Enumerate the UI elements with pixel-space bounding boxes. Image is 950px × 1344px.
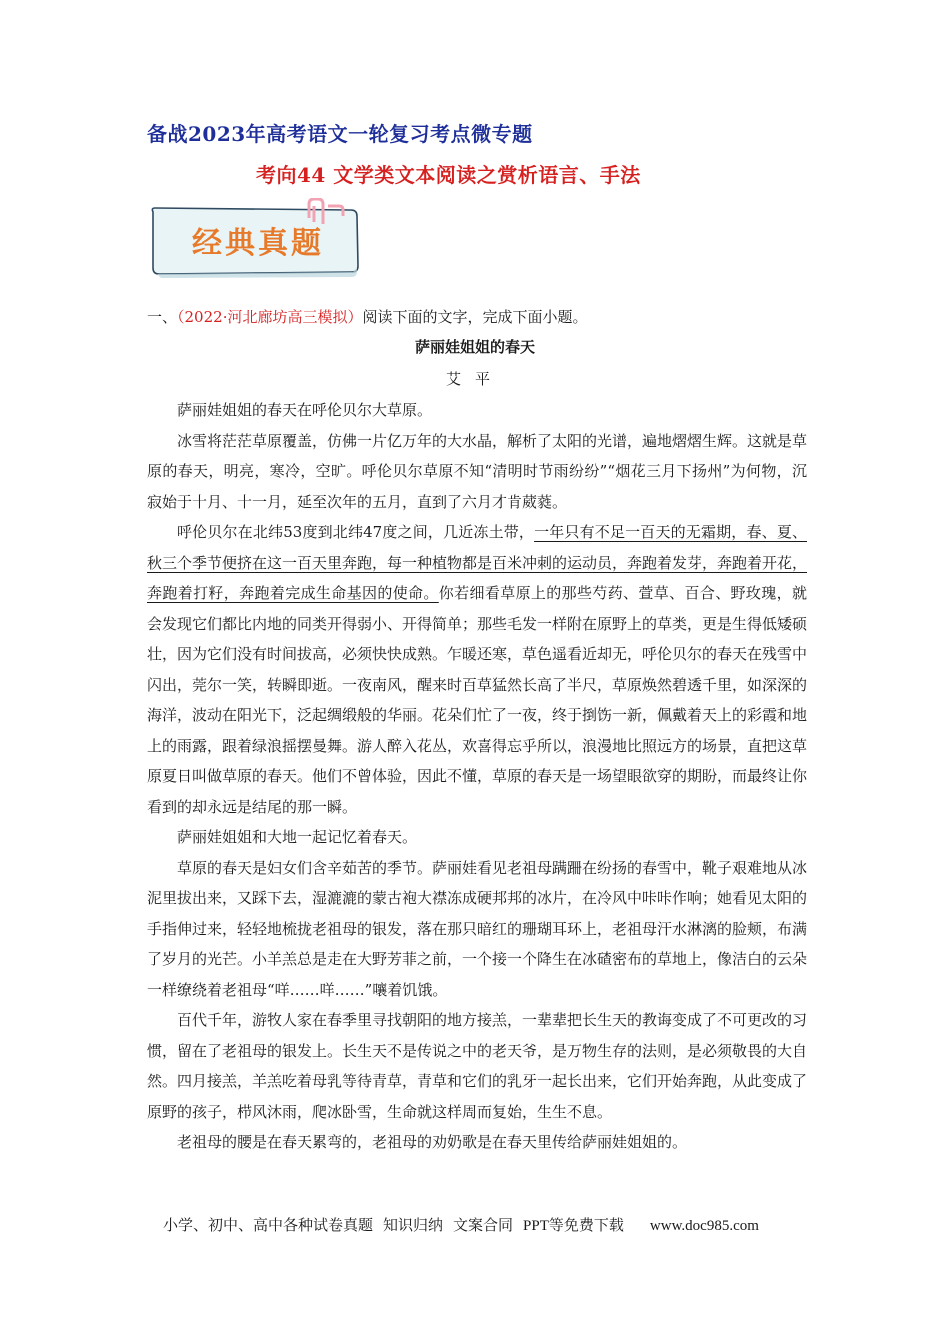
footer-site-link[interactable]: www.doc985.com [649,1218,759,1234]
article-paragraph: 萨丽娃姐姐的春天在呼伦贝尔大草原。 [177,401,433,419]
paragraph-text: 你若细看草原上的那些芍药、萱草、百合、野玫瑰，就会发现它们都比内地的同类开得弱小、开得简单；那些毛发一样附在原野上的草类，更是生得低矮硕壮，因为它们没有时间拔高，必须快快成熟。乍暖还寒，草色遥看近却无，呼伦贝尔的春天在残雪中闪出，莞尔一笑，转瞬即逝。一夜南风，醒来时百草猛然长高了半尺，草原焕然碧透千里，如深深的海洋，波动在阳光下，泛起绸缎般的华丽。花朵们忙了一夜，终于捯饬一新，佩戴着天上的彩霞和地上的雨露，跟着绿浪摇摆曼舞。游人醉入花丛，欢喜得忘乎所以，浪漫地比照远方的场景，直把这草原夏日叫做草原的春天。他们不曾体验，因此不懂，草原的春天是一场望眼欲穿的期盼，而最终让你看到的却永远是结尾的那一瞬。 [147,584,808,816]
document-title: 备战2023年高考语文一轮复习考点微专题 [147,122,533,146]
article-paragraph: 冰雪将茫茫草原覆盖，仿佛一片亿万年的大水晶，解析了太阳的光谱，遍地熠熠生辉。这就是草原的春天，明亮，寒冷，空旷。呼伦贝尔草原不知“清明时节雨纷纷”“烟花三月下扬州”为何物，沉寂始于十月、十一月，延至次年的五月，直到了六月才肯葳蕤。 [147,431,808,511]
underlined-passage: 一年只有不足一百天的无霜期，春、夏、秋三个季节便挤在这一百天里奔跑，每一种植物都是百米冲刺的运动员，奔跑着发芽，奔跑着开花，奔跑着打籽，奔跑着完成生命基因的使命。 [147,523,808,602]
article-title: 萨丽娃姐姐的春天 [414,338,535,356]
question-source: （2022·河北廊坊高三模拟） [177,308,363,326]
article-paragraph: 草原的春天是妇女们含辛茹苦的季节。萨丽娃看见老祖母蹒跚在纷扬的春雪中，靴子艰难地从冰泥里拔出来，又踩下去，湿漉漉的蒙古袍大襟冻成硬邦邦的冰片，在冷风中咔咔作响；她看见太阳的手指伸过来，轻轻地梳拢老祖母的银发，落在那只暗红的珊瑚耳环上，老祖母汗水淋漓的脸颊，布满了岁月的光芒。小羊羔总是走在大野芳菲之前，一个接一个降生在冰碴密布的草地上，像洁白的云朵一样缭绕着老祖母“咩……咩……”嚷着饥饿。 [147,858,808,999]
banner-label: 经典真题 [192,226,324,261]
article-body [147,395,807,1158]
article-author: 艾平 [445,370,504,388]
article-paragraph: 老祖母的腰是在春天累弯的，老祖母的劝奶歌是在春天里传给萨丽娃姐姐的。 [177,1133,688,1151]
footer-text: 知识归纳 [383,1218,444,1234]
article-paragraph: 萨丽娃姐姐和大地一起记忆着春天。 [177,828,418,846]
question-number: 一、 [147,308,178,326]
article-paragraph [147,517,807,822]
page-footer [163,1214,759,1235]
question-instruction: 阅读下面的文字，完成下面小题。 [362,308,588,326]
question-intro [147,306,587,327]
footer-text: PPT等免费下载 [523,1218,624,1234]
footer-text: 小学、初中、高中各种试卷真题 [163,1218,374,1234]
document-subtitle: 考向44 文学类文本阅读之赏析语言、手法 [256,163,641,187]
paragraph-text: 呼伦贝尔在北纬53度到北纬47度之间，几近冻土带， [177,523,535,541]
article-paragraph: 百代千年，游牧人家在春季里寻找朝阳的地方接羔，一辈辈把长生天的教诲变成了不可更改的习惯，留在了老祖母的银发上。长生天不是传说之中的老天爷，是万物生存的法则，是必须敬畏的大自然。四月接羔，羊羔吃着母乳等待青草，青草和它们的乳牙一起长出来，它们开始奔跑，从此变成了原野的孩子，栉风沐雨，爬冰卧雪，生命就这样周而复始，生生不息。 [147,1011,808,1121]
footer-text: 文案合同 [453,1218,514,1234]
